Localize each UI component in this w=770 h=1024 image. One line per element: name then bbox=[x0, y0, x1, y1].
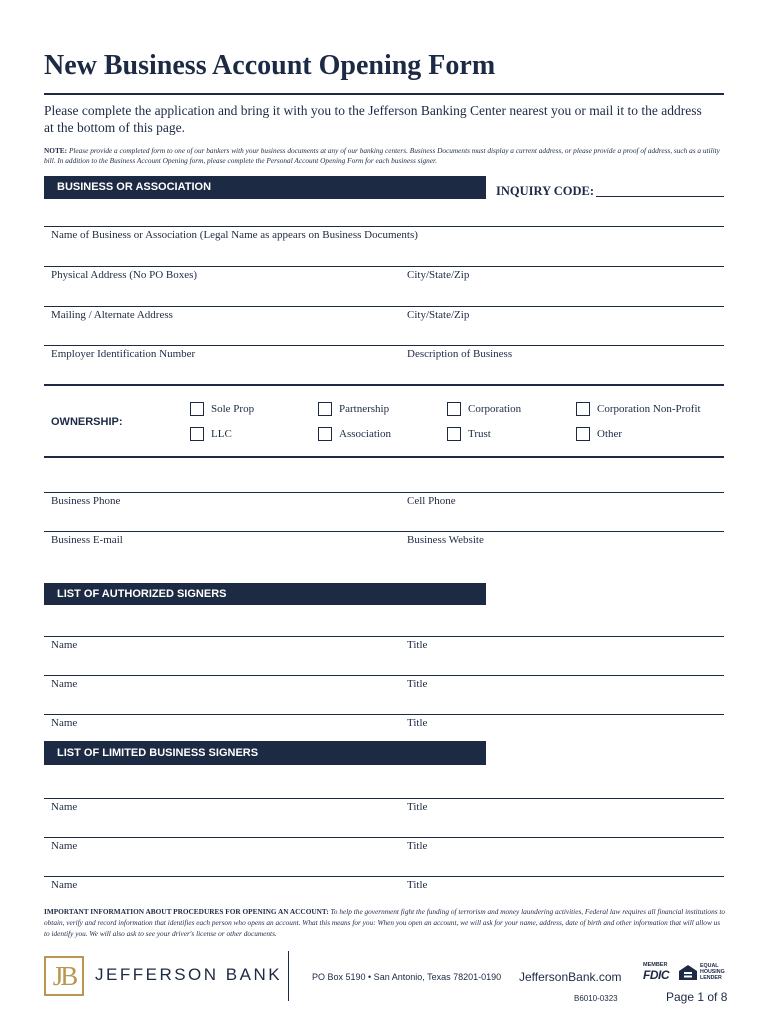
association-checkbox[interactable] bbox=[318, 427, 332, 441]
ehl-line-1: EQUAL bbox=[700, 963, 719, 969]
authorized-signer-row[interactable] bbox=[44, 714, 724, 715]
inquiry-code-input[interactable] bbox=[596, 196, 724, 197]
business-website-label: Business Website bbox=[407, 534, 484, 546]
ein-label: Employer Identification Number bbox=[51, 348, 196, 360]
important-info bbox=[44, 906, 726, 939]
business-email-label: Business E-mail bbox=[51, 534, 123, 546]
limited-name-label: Name bbox=[51, 840, 78, 852]
page-title: New Business Account Opening Form bbox=[44, 50, 496, 81]
corporation-non-profit-checkbox[interactable] bbox=[576, 402, 590, 416]
business-name-label: Name of Business or Association (Legal Name as appears on Business Documents) bbox=[51, 229, 418, 241]
cell-phone-label: Cell Phone bbox=[407, 495, 456, 507]
other-label: Other bbox=[597, 428, 623, 440]
phone-input-line[interactable] bbox=[44, 492, 724, 493]
trust-label: Trust bbox=[468, 428, 491, 440]
limited-signers-header: LIST OF LIMITED BUSINESS SIGNERS bbox=[44, 741, 486, 765]
sole-prop-checkbox[interactable] bbox=[190, 402, 204, 416]
limited-name-label: Name bbox=[51, 879, 78, 891]
bank-website-link[interactable]: JeffersonBank.com bbox=[519, 970, 622, 984]
business-name-input[interactable] bbox=[44, 226, 724, 227]
corporation-label: Corporation bbox=[468, 403, 522, 415]
llc-checkbox[interactable] bbox=[190, 427, 204, 441]
limited-title-label: Title bbox=[407, 801, 428, 813]
authorized-signer-row[interactable] bbox=[44, 636, 724, 637]
equal-housing-icon bbox=[678, 964, 698, 981]
authorized-title-label: Title bbox=[407, 717, 428, 729]
note-text bbox=[44, 146, 724, 166]
ehl-line-3: LENDER bbox=[700, 975, 722, 981]
equal-housing-lender-text bbox=[700, 963, 725, 981]
corporation-non-profit-label: Corporation Non-Profit bbox=[597, 403, 701, 415]
page-number: Page 1 of 8 bbox=[666, 990, 728, 1004]
authorized-signers-header: LIST OF AUTHORIZED SIGNERS bbox=[44, 583, 486, 605]
jefferson-logo-mark: JB bbox=[44, 956, 84, 996]
ein-input[interactable] bbox=[44, 345, 724, 346]
partnership-checkbox[interactable] bbox=[318, 402, 332, 416]
form-code: B6010-0323 bbox=[574, 994, 618, 1003]
mailing-csz-label: City/State/Zip bbox=[407, 309, 470, 321]
important-body: To help the government fight the funding of terrorism and money laundering activities, Federal law requires all financial institutions to obtain, verify and record information that identifies each person who opens an account. What this means for you: When you open an account, we will ask for your name, address, date of birth and other information that will allow us to identify you. We will also ask to see your driver's license or other documents. bbox=[44, 907, 726, 938]
note-label: NOTE: bbox=[44, 146, 68, 155]
note-body: Please provide a completed form to one of our bankers with your business documents at any of our banking centers. Business Documents must display a current address, or please provide a proof of address, such as a utility bill. In addition to the Business Account Opening form, please complete the Personal Account Opening Form for each business signer. bbox=[44, 146, 720, 165]
limited-title-label: Title bbox=[407, 840, 428, 852]
mailing-address-label: Mailing / Alternate Address bbox=[51, 309, 173, 321]
fdic-member-text: MEMBER bbox=[643, 962, 668, 968]
business-header-underline bbox=[44, 198, 486, 199]
limited-signer-row[interactable] bbox=[44, 798, 724, 799]
business-section-header: BUSINESS OR ASSOCIATION bbox=[44, 176, 486, 198]
description-label: Description of Business bbox=[407, 348, 513, 360]
authorized-signer-row[interactable] bbox=[44, 675, 724, 676]
authorized-name-label: Name bbox=[51, 639, 78, 651]
inquiry-code-label: INQUIRY CODE: bbox=[496, 184, 595, 198]
authorized-title-label: Title bbox=[407, 639, 428, 651]
fdic-logo: FDIC bbox=[643, 968, 669, 982]
title-divider bbox=[44, 93, 724, 95]
ehl-line-2: HOUSING bbox=[700, 969, 725, 975]
corporation-checkbox[interactable] bbox=[447, 402, 461, 416]
bank-name: JEFFERSON BANK bbox=[95, 965, 283, 984]
ownership-top-rule bbox=[44, 384, 724, 386]
physical-csz-label: City/State/Zip bbox=[407, 269, 470, 281]
trust-checkbox[interactable] bbox=[447, 427, 461, 441]
mailing-address-input[interactable] bbox=[44, 306, 724, 307]
bank-address: PO Box 5190 • San Antonio, Texas 78201-0190 bbox=[312, 972, 502, 982]
other-checkbox[interactable] bbox=[576, 427, 590, 441]
intro-text: Please complete the application and bring it with you to the Jefferson Banking Center nearest you or mail it to the address at the bottom of this page. bbox=[44, 103, 702, 135]
limited-name-label: Name bbox=[51, 801, 78, 813]
limited-signer-row[interactable] bbox=[44, 876, 724, 877]
physical-address-input[interactable] bbox=[44, 266, 724, 267]
footer-divider bbox=[288, 951, 289, 1001]
email-input-line[interactable] bbox=[44, 531, 724, 532]
physical-address-label: Physical Address (No PO Boxes) bbox=[51, 269, 198, 281]
important-label: IMPORTANT INFORMATION ABOUT PROCEDURES FOR OPENING AN ACCOUNT: bbox=[44, 907, 329, 916]
limited-signer-row[interactable] bbox=[44, 837, 724, 838]
association-label: Association bbox=[339, 428, 391, 440]
authorized-name-label: Name bbox=[51, 678, 78, 690]
limited-title-label: Title bbox=[407, 879, 428, 891]
ownership-label: OWNERSHIP: bbox=[51, 416, 123, 428]
llc-label: LLC bbox=[211, 428, 232, 440]
partnership-label: Partnership bbox=[339, 403, 390, 415]
authorized-title-label: Title bbox=[407, 678, 428, 690]
sole-prop-label: Sole Prop bbox=[211, 403, 255, 415]
authorized-name-label: Name bbox=[51, 717, 78, 729]
business-phone-label: Business Phone bbox=[51, 495, 121, 507]
ownership-bottom-rule bbox=[44, 456, 724, 458]
